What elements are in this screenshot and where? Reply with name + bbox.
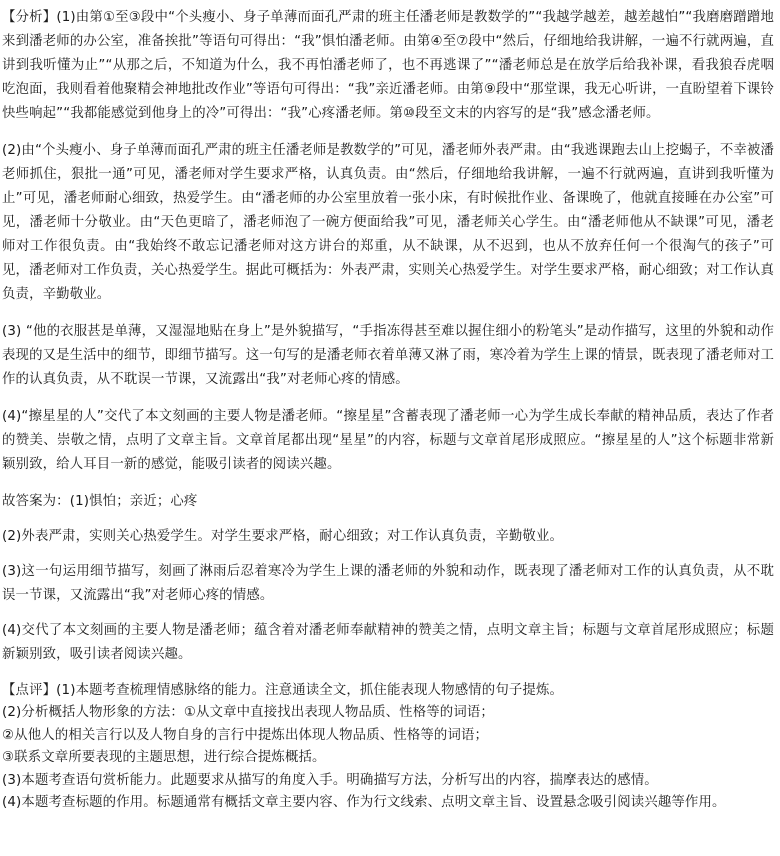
comment-line: ②从他人的相关言行以及人物自身的言行中提炼出体现人物品质、性格等的词语； (2, 727, 489, 743)
comment-block (2, 680, 774, 814)
analysis-paragraph-4: (4)“擦星星的人”交代了本文刻画的主要人物是潘老师。“擦星星”含蓄表现了潘老师一心为学生成长奉献的精神品质，表达了作者的赞美、崇敬之情，点明了文章主旨。文章首尾都出现“星星”的内容，标题与文章首尾形成照应。“擦星星的人”这个标题非常新颖别致，给人耳目一新的感觉，能吸引读者的阅读兴趣。 (2, 409, 774, 472)
answer-line-1: 故答案为：(1)惧怕；亲近；心疼 (2, 494, 198, 509)
comment-line: (4)本题考查标题的作用。标题通常有概括文章主要内容、作为行文线索、点明文章主旨、设置悬念吸引阅读兴趣等作用。 (2, 795, 726, 811)
analysis-paragraph-3: (3) “他的衣服甚是单薄，又湿湿地贴在身上”是外貌描写，“手指冻得甚至难以握住细小的粉笔头”是动作描写，这里的外貌和动作表现的又是生活中的细节，即细节描写。这一句写的是潘老师衣着单薄又淋了雨，寒冷着为学生上课的情景，既表现了潘老师对工作的认真负责，从不耽误一节课，又流露出“我”对老师心疼的情感。 (2, 324, 774, 387)
comment-line: (3)本题考查语句赏析能力。此题要求从描写的角度入手。明确描写方法，分析写出的内容，揣摩表达的感情。 (2, 772, 658, 788)
answer-line-3: (3)这一句运用细节描写，刻画了淋雨后忍着寒冷为学生上课的潘老师的外貌和动作，既表现了潘老师对工作的认真负责，从不耽误一节课，又流露出“我”对老师心疼的情感。 (2, 564, 774, 603)
answer-line-2: (2)外表严肃，实则关心热爱学生。对学生要求严格，耐心细致；对工作认真负责，辛勤敬业。 (2, 529, 564, 544)
answer-line-4: (4)交代了本文刻画的主要人物是潘老师；蕴含着对潘老师奉献精神的赞美之情，点明文章主旨；标题与文章首尾形成照应；标题新颖别致，吸引读者阅读兴趣。 (2, 623, 774, 662)
comment-line: (2)分析概括人物形象的方法：①从文章中直接找出表现人物品质、性格等的词语； (2, 705, 494, 721)
comment-line: 【点评】(1)本题考查梳理情感脉络的能力。注意通读全文，抓住能表现人物感情的句子提炼。 (2, 683, 564, 698)
analysis-paragraph-2: (2)由“个头瘦小、身子单薄而面孔严肃的班主任潘老师是教数学的”可见，潘老师外表严肃。由“我逃课跑去山上挖蝎子，不幸被潘老师抓住，狠批一通”可见，潘老师对学生要求严格，认真负责。由“然后，仔细地给我讲解，一遍不行就两遍，直讲到我听懂为止”可见，潘老师耐心细致，热爱学生。由“潘老师的办公室里放着一张小床，有时候批作业、备课晚了，他就直接睡在办公室”可见，潘老师十分敬业。由“天色更暗了，潘老师泡了一碗方便面给我”可见，潘老师关心学生。由“潘老师他从不缺课”可见，潘老师对工作很负责。由“我始终不敢忘记潘老师对这方讲台的郑重，从不缺课，从不迟到，也从不放弃任何一个很淘气的孩子”可见，潘老师对工作负责，关心热爱学生。据此可概括为：外表严肃，实则关心热爱学生。对学生要求严格，耐心细致；对工作认真负责，辛勤敬业。 (2, 143, 774, 302)
comment-line: ③联系文章所要表现的主题思想，进行综合提炼概括。 (2, 750, 326, 766)
analysis-paragraph-1: 【分析】(1)由第①至③段中“个头瘦小、身子单薄而面孔严肃的班主任潘老师是教数学的”“我越学越差，越差越怕”“我磨磨蹭蹭地来到潘老师的办公室，准备挨批”等语句可得出：“我”惧怕潘老师。由第④至⑦段中“然后，仔细地给我讲解，一遍不行就两遍，直讲到我听懂为止”“从那之后，不知道为什么，我不再怕潘老师了，也不再逃课了”“潘老师总是在放学后给我补课，看我狼吞虎咽吃泡面，我则看着他聚精会神地批改作业”等语句可得出：“我”亲近潘老师。由第⑨段中“那堂课，我无心听讲，一直盼望着下课铃快些响起”“我都能感觉到他身上的冷”可得出：“我”心疼潘老师。第⑩段至文末的内容写的是“我”感念潘老师。 (2, 10, 774, 121)
